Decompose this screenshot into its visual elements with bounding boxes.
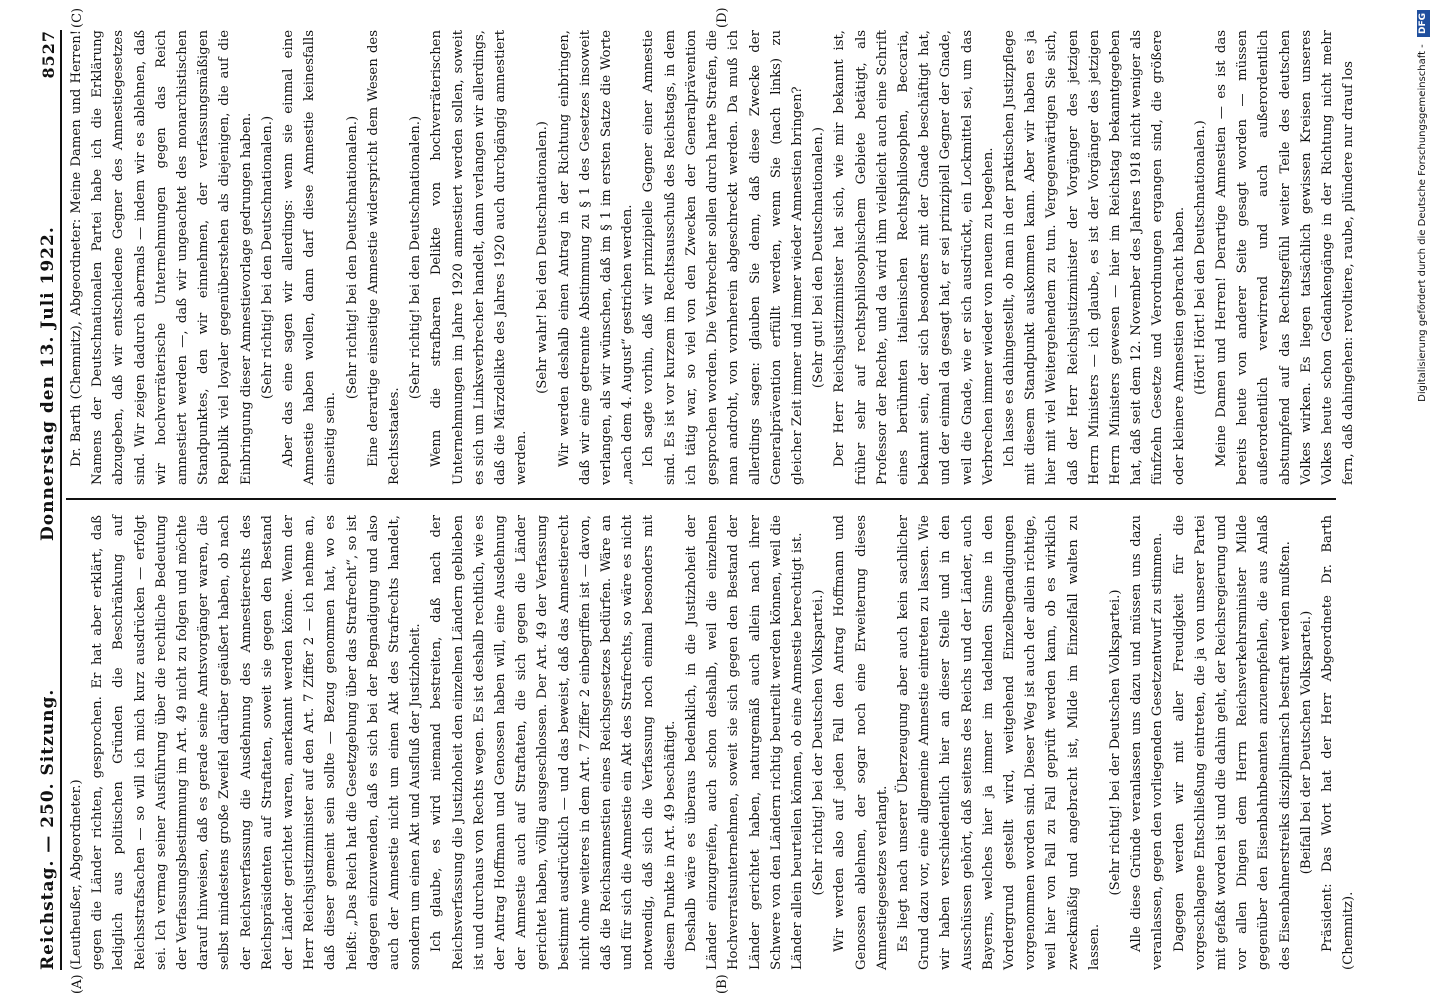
paragraph: Meine Damen und Herren! Derartige Amnestien — es ist das bereits heute von anderer Seite gesagt worden — müssen außerordentlich verwirrend und auch außerordentlich abstumpfend auf das Rechtsgefühl weiter Teile des deutschen Volkes wirken. Es liegen tatsächlich gewissen Kreisen unseres Volkes heute schon Gedankengänge in der Richtung nicht mehr fern, daß dahingehen: revoltiere, raube, plündere nur drauf los — [1213, 30, 1357, 485]
paragraph: Dr. Barth (Chemnitz), Abgeordneter: Meine Damen und Herren! Namens der Deutschnationalen Partei habe ich die Erklärung abzugeben, daß wir entschiedene Gegner des Amnestiegesetzes sind. Wir zeigen dadurch abermals — indem wir es ablehnen, daß wir hochverräterische Unternehmungen gegen das Reich amnestiert werden —, daß wir ungeachtet des monarchistischen Standpunktes, den wir einnehmen, der verfassungsmäßigen Republik viel loyaler gegenüberstehen als diejenigen, die auf die Einbringung dieser Amnestievorlage gedrungen haben. — [69, 30, 254, 485]
left-column — [66, 515, 1357, 970]
header-center: Donnerstag den 13. Juli 1922. — [38, 226, 58, 541]
interjection: (Sehr gut! bei den Deutschnationalen.) — [811, 126, 827, 389]
margin-mark-b: (B) — [715, 974, 730, 994]
digitization-credit — [1414, 10, 1432, 990]
paragraph: Präsident: Das Wort hat der Herr Abgeordnete Dr. Barth (Chemnitz). — [1319, 515, 1357, 970]
paragraph: Dagegen werden wir mit aller Freudigkeit für die vorgeschlagene Entschließung eintreten, die ja von unserer Partei mit gefaßt worden ist und die dahin geht, der Reichsregierung und vor allen Dingen dem Herrn Reichsverkehrsminister Milde gegenüber den Eisenbahnbeamten anzuempfehlen, die aus Anlaß des Eisenbahnerstreiks disziplinarisch bestraft werden mußten. — [1171, 515, 1293, 970]
interjection: (Sehr richtig! bei den Deutschnationalen.) — [259, 115, 275, 400]
paragraph: gegen die Länder richten, gesprochen. Er hat aber erklärt, daß lediglich aus politischen Gründen die Beschränkung auf Reichsstrafsachen — so will ich mich kurz ausdrücken — erfolgt sei. Ich vermag seiner Ausführung über die rechtliche Bedeutung der Verfassungsbestimmung im Art. 49 nicht zu folgen und möchte darauf hinweisen, daß es gerade seine Amtsvorgänger waren, die selbst mindestens große Zweifel darüber geäußert haben, ob nach der Reichsverfassung die Ausdehnung des Amnestierechts des Reichspräsidenten auf Straftaten, soweit sie gegen den Bestand der Länder gerichtet waren, anerkannt werden könne. Wenn der Herr Reichsjustizminister auf den Art. 7 Ziffer 2 — ich nehme an, daß dieser gemeint sein sollte — Bezug genommen hat, wo es heißt: „Das Reich hat die Gesetzgebung über das Strafrecht“, so ist dagegen einzuwenden, daß es sich bei der Begnadigung und also auch der Amnestie nicht um einen Akt des Strafrechts handelt, sondern um einen Akt und Ausfluß der Justizhoheit. — [90, 515, 424, 970]
paragraph: (Leutheußer, Abgeordneter.) — [69, 779, 84, 970]
header-rule — [60, 30, 62, 970]
margin-mark-c: (C) — [70, 7, 85, 28]
paragraph: Eine derartige einseitige Amnestie widerspricht dem Wesen des Rechtsstaates. — [365, 30, 403, 485]
paragraph: Deshalb wäre es überaus bedenklich, in die Justizhoheit der Länder einzugreifen, auch schon deshalb, weil die einzelnen Hochverratsunternehmen, soweit sie sich gegen den Bestand der Länder gerichtet haben, naturgemäß auch allein nach ihrer Schwere von den Ländern richtig beurteilt werden können, weil die Länder allein beurteilen können, ob eine Amnestie berechtigt ist. — [683, 515, 805, 970]
paragraph: Ich sagte vorhin, daß wir prinzipielle Gegner einer Amnestie sind. Es ist vor kurzem im Rechtsausschuß des Reichstags, in dem ich tätig war, so viel von den Zwecken der Generalprävention gesprochen worden. Die Verbrecher sollen durch harte Strafen, die man androht, von vornherein abgeschreckt werden. Da muß ich allerdings sagen: glauben Sie denn, daß diese Zwecke der Generalprävention erfüllt werden, wenn Sie (nach links) zu gleicher Zeit immer und immer wieder Amnestien bringen? — [641, 30, 805, 485]
paragraph: Es liegt nach unserer Überzeugung aber auch kein sachlicher Grund dazu vor, eine allgemeine Amnestie eintreten zu lassen. Wie wir haben verschiedentlich hier an dieser Stelle und in den Ausschüssen gehört, daß seitens des Reichs und der Länder, auch Bayerns, welches hier ja immer im tadelnden Sinne in den Vordergrund gestellt wird, weitgehend Einzelbegnadigungen vorgenommen worden sind. Dieser Weg ist auch der allein richtige, weil hier von Fall zu Fall geprüft werden kann, ob es wirklich zweckmäßig und angebracht ist, Milde im Einzelfall walten zu lassen. — [895, 515, 1102, 970]
interjection: (Beifall bei der Deutschen Volkspartei.) — [1298, 610, 1314, 875]
right-column — [66, 30, 1357, 485]
dfg-logo: DFG — [1417, 10, 1430, 37]
interjection: (Sehr wahr! bei den Deutschnationalen.) — [535, 121, 551, 394]
paragraph: Alle diese Gründe veranlassen uns dazu und müssen uns dazu veranlassen, gegen den vorliegenden Gesetzentwurf zu stimmen. — [1129, 515, 1166, 970]
margin-mark-d: (D) — [715, 7, 730, 28]
margin-mark-a: (A) — [70, 974, 85, 994]
interjection: (Sehr richtig! bei den Deutschnationalen.) — [408, 115, 424, 400]
interjection: (Hört! Hört! bei den Deutschnationalen.) — [1192, 120, 1208, 395]
interjection: (Sehr richtig! bei der Deutschen Volkspartei.) — [811, 589, 827, 896]
interjection: (Sehr richtig! bei den Deutschnationalen.) — [344, 115, 360, 400]
interjection: (Sehr richtig! bei der Deutschen Volkspartei.) — [1107, 589, 1123, 896]
column-divider — [66, 498, 1336, 500]
page-number: 8527 — [39, 30, 58, 79]
header-left: Reichstag. — 250. Sitzung. — [38, 688, 58, 970]
paragraph: Der Herr Reichsjustizminister hat sich, wie mir bekannt ist, früher sehr auf rechtsphilosophischem Gebiete betätigt, als Professor der Rechte, und da wird ihm vielleicht auch eine Schrift eines berühmten italienischen Rechtsphilosophen, Beccaria, bekannt sein, der sich besonders mit der Gnade beschäftigt hat, und der einmal da gesagt hat, er sei prinzipiell Gegner der Gnade, weil die Gnade, wie er sich ausdrückt, ein Lockmittel sei, um das Verbrechen immer wieder von neuem zu begehen. — [832, 30, 996, 485]
paragraph: Wir werden also auf jeden Fall den Antrag Hoffmann und Genossen ablehnen, der sogar noch eine Erweiterung dieses Amnestiegesetzes verlangt. — [832, 515, 890, 970]
paragraph: Ich glaube, es wird niemand bestreiten, daß nach der Reichsverfassung die Justizhoheit den einzelnen Ländern geblieben ist und durchaus von Rechts wegen. Es ist deshalb rechtlich, wie es der Antrag Hoffmann und Genossen haben will, eine Ausdehnung der Amnestie auch auf Straftaten, die sich gegen die Länder gerichtet haben, völlig ausgeschlossen. Der Art. 49 der Verfassung bestimmt ausdrücklich — und das beweist, daß das Amnestierecht nicht ohne weiteres in dem Art. 7 Ziffer 2 einbegriffen ist — davon, daß die Reichsamnestien eines Reichsgesetzes bedürfen. Wäre an und für sich die Amnestie ein Akt des Strafrechts, so wäre es nicht notwendig, daß sich die Verfassung noch einmal besonders mit diesem Punkte in Art. 49 beschäftigt. — [429, 515, 678, 970]
page-header — [18, 30, 58, 970]
paragraph: Wenn die strafbaren Delikte von hochverräterischen Unternehmungen im Jahre 1920 amnestiert werden sollen, soweit es sich um Linksverbrecher handelt, dann verlangen wir allerdings, daß die Märzdelikte des Jahres 1920 auch durchgängig amnestiert werden. — [429, 30, 530, 485]
credit-text: Digitalisierung gefördert durch die Deutsche Forschungsgemeinschaft - — [1417, 44, 1428, 402]
paragraph: Aber das eine sagen wir allerdings: wenn sie einmal eine Amnestie haben wollen, dann darf diese Amnestie keinesfalls einseitig sein. — [281, 30, 339, 485]
paragraph: Wir werden deshalb einen Antrag in der Richtung einbringen, daß wir eine getrennte Abstimmung zu § 1 des Gesetzes insoweit verlangen, als wir wünschen, daß im § 1 im ersten Satze die Worte „nach dem 4. August“ gestrichen werden. — [556, 30, 636, 485]
paragraph: Ich lasse es dahingestellt, ob man in der praktischen Justizpflege mit diesem Standpunkt auskommen kann. Aber wir haben es ja hier mit viel Weitergehendem zu tun. Vergegenwärtigen Sie sich, daß der Herr Reichsjustizminister der Vorgänger des jetzigen Herrn Ministers — ich glaube, es ist der Vorgänger des jetzigen Herrn Ministers gewesen — hier im Reichstag bekanntgegeben hat, daß seit dem 12. November des Jahres 1918 nicht weniger als fünfzehn Gesetze und Verordnungen ergangen sind, die größere oder kleinere Amnestien gebracht haben. — [1001, 30, 1187, 485]
